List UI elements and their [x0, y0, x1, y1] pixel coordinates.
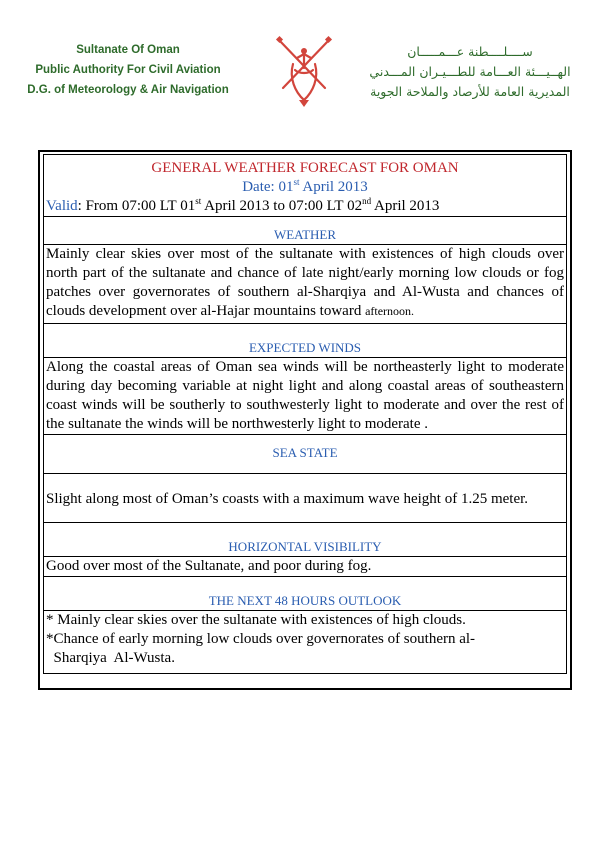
header-line-authority: Public Authority For Civil Aviation: [35, 64, 221, 76]
visibility-heading: HORIZONTAL VISIBILITY: [44, 523, 567, 557]
date-label: Date:: [242, 179, 275, 195]
header-line-country: Sultanate Of Oman: [76, 44, 180, 56]
sea-text: Slight along most of Oman’s coasts with a maximum wave height of 1.25 meter.: [44, 474, 567, 523]
outlook-line-2: *Chance of early morning low clouds over governorates of southern al-: [46, 631, 476, 647]
header-ar-line-directorate: المديرية العامة للأرصاد والملاحة الجوية: [370, 84, 570, 99]
outlook-cell: [44, 611, 567, 674]
outlook-heading: THE NEXT 48 HOURS OUTLOOK: [44, 577, 567, 611]
forecast-table: [43, 154, 567, 674]
header-ar-line-country: ســــلــــطنة عـــمـــــان: [407, 44, 533, 59]
winds-text: Along the coastal areas of Oman sea winds will be northeasterly light to moderate during day becoming variable at night light and along coastal areas of southeastern coast winds will be southerly to southwesterly light to moderate and over the rest of the sultanate the winds will be northwesterly light to moderate .: [44, 358, 567, 435]
valid-sup-1: st: [195, 196, 202, 206]
date-day: 01: [274, 179, 294, 195]
sea-heading: SEA STATE: [44, 435, 567, 474]
forecast-frame: [38, 150, 572, 690]
forecast-date: [46, 178, 564, 197]
outlook-line-3: Sharqiya Al-Wusta.: [46, 650, 175, 666]
weather-text-cell: [44, 245, 567, 324]
valid-label: Valid: [46, 198, 78, 214]
valid-part-c: April 2013: [371, 198, 440, 214]
date-sup: st: [293, 177, 300, 187]
oman-emblem-icon: [273, 34, 335, 108]
header-line-directorate: D.G. of Meteorology & Air Navigation: [27, 84, 229, 96]
forecast-title: GENERAL WEATHER FORECAST FOR OMAN: [151, 160, 459, 176]
weather-heading: WEATHER: [44, 217, 567, 245]
weather-text-tail: afternoon.: [365, 304, 415, 318]
winds-heading: EXPECTED WINDS: [44, 324, 567, 358]
valid-part-a: : From 07:00 LT 01: [77, 198, 196, 214]
header-ar-line-authority: الهــيـــئة العـــامة للطـــيـران المـــدني: [369, 64, 571, 79]
outlook-line-1: * Mainly clear skies over the sultanate with existences of high clouds.: [46, 612, 466, 628]
forecast-title-cell: [44, 155, 567, 217]
header-arabic: [350, 42, 590, 102]
visibility-text: Good over most of the Sultanate, and poor during fog.: [44, 557, 567, 577]
valid-sup-2: nd: [362, 196, 372, 206]
forecast-valid: [46, 197, 564, 216]
header-english: [4, 40, 252, 100]
valid-part-b: April 2013 to 07:00 LT 02: [201, 198, 363, 214]
weather-text: Mainly clear skies over most of the sultanate with existences of high clouds over north part of the sultanate and chance of late night/early morning low clouds or fog patches over governorates of southern al-Sharqiya and Al-Wusta and chances of clouds development over al-Hajar mountains toward: [46, 246, 564, 319]
date-rest: April 2013: [299, 179, 368, 195]
